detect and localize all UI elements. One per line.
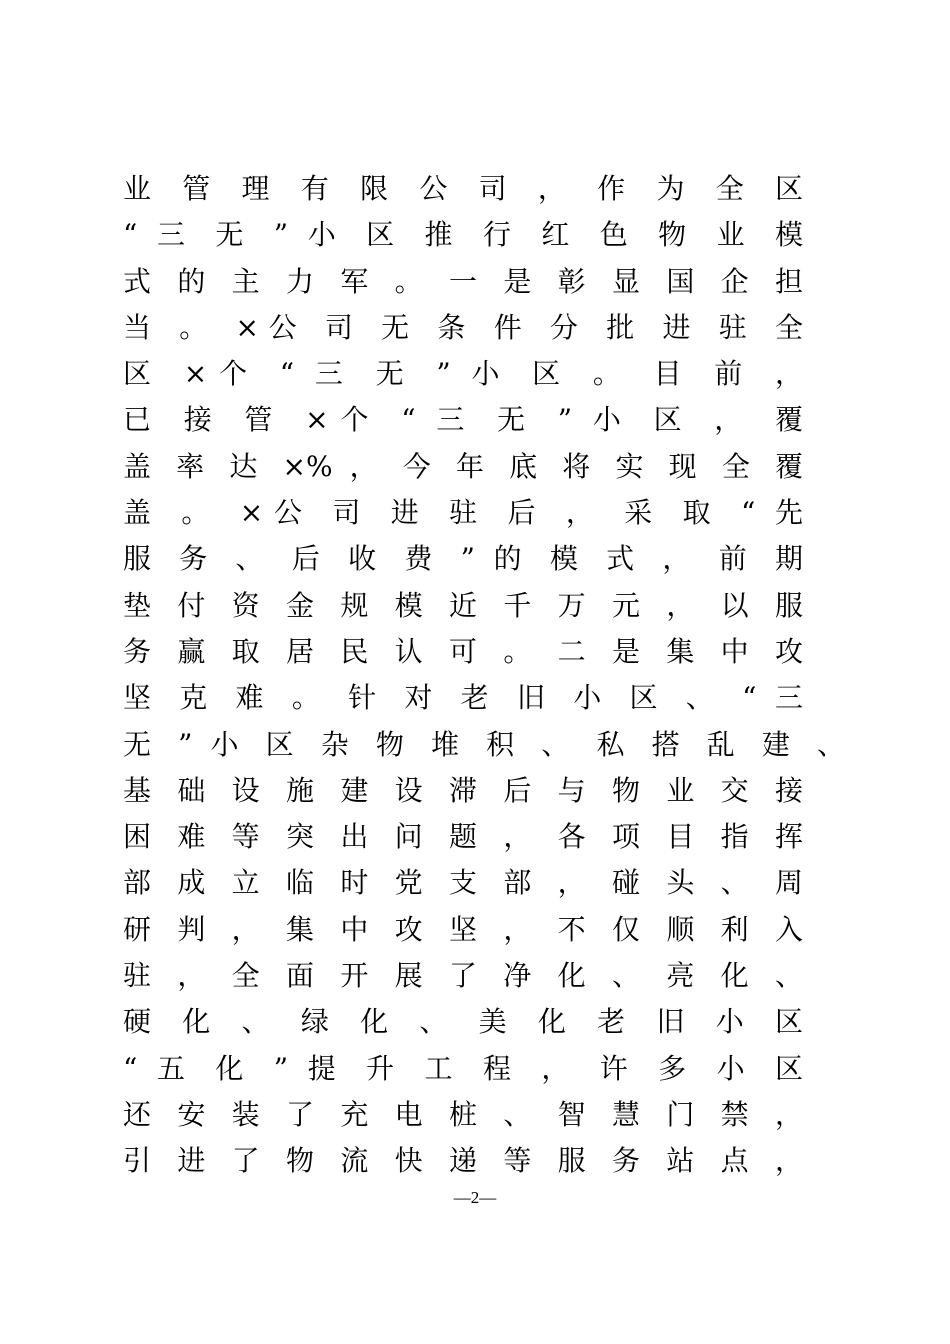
text-line: 务 赢 取 居 民 认 可 。 二 是 集 中 攻 xyxy=(123,634,803,668)
text-line: 业 管 理 有 限 公 司 ， 作 为 全 区 xyxy=(123,172,803,205)
text-line: 研 判 ， 集 中 攻 坚 ， 不 仅 顺 利 入 xyxy=(123,912,803,946)
text-line: 基 础 设 施 建 设 滞 后 与 物 业 交 接 xyxy=(123,773,803,807)
text-line: 部 成 立 临 时 党 支 部 ， 碰 头 、 周 xyxy=(123,866,803,900)
text-line: 困 难 等 突 出 问 题 ， 各 项 目 指 挥 xyxy=(123,820,803,854)
text-line: 服 务 、 后 收 费 ” 的 模 式 ， 前 期 xyxy=(123,542,803,576)
text-line: 还 安 装 了 充 电 桩 、 智 慧 门 禁 ， xyxy=(123,1097,803,1131)
text-line: 盖 。 ×公 司 进 驻 后 ， 采 取 “ 先 xyxy=(123,496,803,530)
text-line: 式 的 主 力 军 。 一 是 彰 显 国 企 担 xyxy=(123,264,803,298)
body-text xyxy=(123,166,845,1185)
text-line: 坚 克 难 。 针 对 老 旧 小 区 、 “ 三 xyxy=(123,681,803,715)
text-line: 区 ×个 “ 三 无 ” 小 区 。 目 前 ， xyxy=(123,357,803,391)
text-line: 垫 付 资 金 规 模 近 千 万 元 ， 以 服 xyxy=(123,588,803,622)
text-line: 无 ” 小 区 杂 物 堆 积 、 私 搭 乱 建 、 xyxy=(123,727,845,761)
text-line: “ 五 化 ” 提 升 工 程 ， 许 多 小 区 xyxy=(123,1051,803,1085)
text-line: 盖 率 达 ×% ， 今 年 底 将 实 现 全 覆 xyxy=(123,449,803,483)
text-line: 硬 化 、 绿 化 、 美 化 老 旧 小 区 xyxy=(123,1005,803,1039)
page-number: —2— xyxy=(453,1188,497,1207)
text-line: 驻 ， 全 面 开 展 了 净 化 、 亮 化 、 xyxy=(123,959,803,993)
text-line: 已 接 管 ×个 “ 三 无 ” 小 区 ， 覆 xyxy=(123,403,803,437)
text-line: “ 三 无 ” 小 区 推 行 红 色 物 业 模 xyxy=(123,218,803,252)
text-line: 引 进 了 物 流 快 递 等 服 务 站 点 ， xyxy=(123,1144,803,1178)
text-line: 当 。 ×公 司 无 条 件 分 批 进 驻 全 xyxy=(123,310,803,344)
